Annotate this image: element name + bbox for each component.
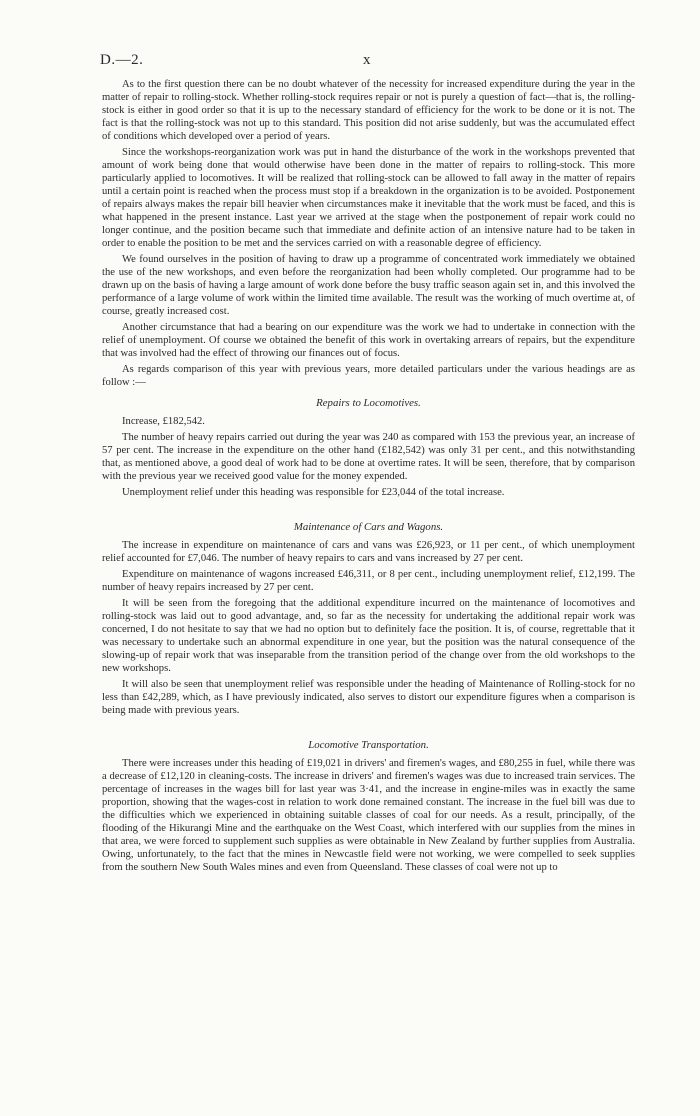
paragraph: Expenditure on maintenance of wagons increased £46,311, or 8 per cent., including unemployment relief, £12,199. The number of heavy repairs increased by 27 per cent. xyxy=(102,569,635,593)
paragraph: The increase in expenditure on maintenance of cars and vans was £26,923, or 11 per cent., of which unemployment relief accounted for £7,046. The number of heavy repairs to cars and vans increased by 27 per cent. xyxy=(102,540,635,564)
paragraph: Another circumstance that had a bearing on our expenditure was the work we had to undertake in connection with the relief of unemployment. Of course we obtained the benefit of this work in overtaking arrears of repairs, but the expenditure that was involved had the effect of throwing our finances out of focus. xyxy=(102,322,635,359)
paragraph: Since the workshops-reorganization work was put in hand the disturbance of the work in the workshops prevented that amount of work being done that would otherwise have been done in the matter of repairs to rolling-stock. This more particularly applied to locomotives. It will be realized that rolling-stock can be allowed to fall away in the matter of repairs until a certain point is reached when the process must stop if a breakdown in the organization is to be avoided. Postponement of repairs always makes the repair bill heavier when circumstances make it inevitable that the work must be faced, and this is what happened in the present instance. Last year we arrived at the stage when the postponement of repair work could no longer continue, and the position became such that immediate and definite action of an intensive nature had to be taken in order to enable the position to be met and the services carried on with a reasonable degree of efficiency. xyxy=(102,147,635,249)
paragraph: It will be seen from the foregoing that the additional expenditure incurred on the maintenance of locomotives and rolling-stock was laid out to good advantage, and, so far as the necessity for undertaking the additional repair work was concerned, I do not hesitate to say that we had no option but to definitely face the position. It is, of course, regrettable that it was necessary to undertake such an abnormal expenditure in one year, but the position was the natural consequence of the slowing-up of repair work that was inseparable from the transition period of the change over from the old workshops to the new workshops. xyxy=(102,598,635,674)
section-heading-maintenance-of-cars-and-wagons: Maintenance of Cars and Wagons. xyxy=(293,521,444,533)
document-reference: D.—2. xyxy=(100,52,144,68)
paragraph: There were increases under this heading of £19,021 in drivers' and firemen's wages, and £80,255 in fuel, while there was a decrease of £12,120 in cleaning-costs. The increase in drivers' and firemen's wages was due to increased train services. The percentage of increases in the wages bill for last year was 3·41, and the increase in engine-miles was in exactly the same proportion, showing that the wages-cost in relation to work done remained constant. The increase in the fuel bill was due to the difficulties which we experienced in obtaining suitable classes of coal for our needs. As a result, principally, of the flooding of the Hikurangi Mine and the earthquake on the West Coast, which interfered with our supplies from the mines in that area, we were forced to supplement such supplies as were obtainable in New Zealand by further supplies from Australia. Owing, unfortunately, to the fact that the mines in Newcastle field were not working, we were compelled to seek supplies from the southern New South Wales mines and even from Queensland. These classes of coal were not up to xyxy=(102,758,635,873)
section-heading-repairs-to-locomotives: Repairs to Locomotives. xyxy=(316,397,421,409)
paragraph: As to the first question there can be no doubt whatever of the necessity for increased expenditure during the year in the matter of repair to rolling-stock. Whether rolling-stock requires repair or not is purely a question of fact—that is, the rolling-stock is either in good order so that it is up to the necessary standard of efficiency for the work to be done or it is not. The fact is that the rolling-stock was not up to this standard. This position did not arise suddenly, but was the accumulated effect of conditions which developed over a period of years. xyxy=(102,79,635,142)
paragraph: As regards comparison of this year with previous years, more detailed particulars under the various headings are as follow :— xyxy=(102,364,635,388)
paragraph: Unemployment relief under this heading was responsible for £23,044 of the total increase. xyxy=(122,487,505,498)
paragraph: Increase, £182,542. xyxy=(122,416,205,427)
page-number: x xyxy=(363,52,371,68)
paragraph: We found ourselves in the position of having to draw up a programme of concentrated work immediately we obtained the use of the new workshops, and even before the reorganization had been wholly completed. Our programme had to be drawn up on the basis of having a large amount of work done before the busy traffic season again set in, and this involved the performance of a large volume of work within the limited time available. The result was the working of much overtime at, of course, greatly increased cost. xyxy=(102,254,635,317)
paragraph: It will also be seen that unemployment relief was responsible under the heading of Maintenance of Rolling-stock for no less than £42,289, which, as I have previously indicated, also serves to distort our expenditure figures when a comparison is being made with previous years. xyxy=(102,679,635,716)
paragraph: The number of heavy repairs carried out during the year was 240 as compared with 153 the previous year, an increase of 57 per cent. The increase in the expenditure on the other hand (£182,542) was only 31 per cent., and this notwithstanding that, as mentioned above, a good deal of work had to be done at overtime rates. It will be seen, therefore, that by comparison with the previous year we received good value for the money expended. xyxy=(102,432,635,482)
report-body xyxy=(102,78,635,877)
section-heading-locomotive-transportation: Locomotive Transportation. xyxy=(308,739,429,751)
